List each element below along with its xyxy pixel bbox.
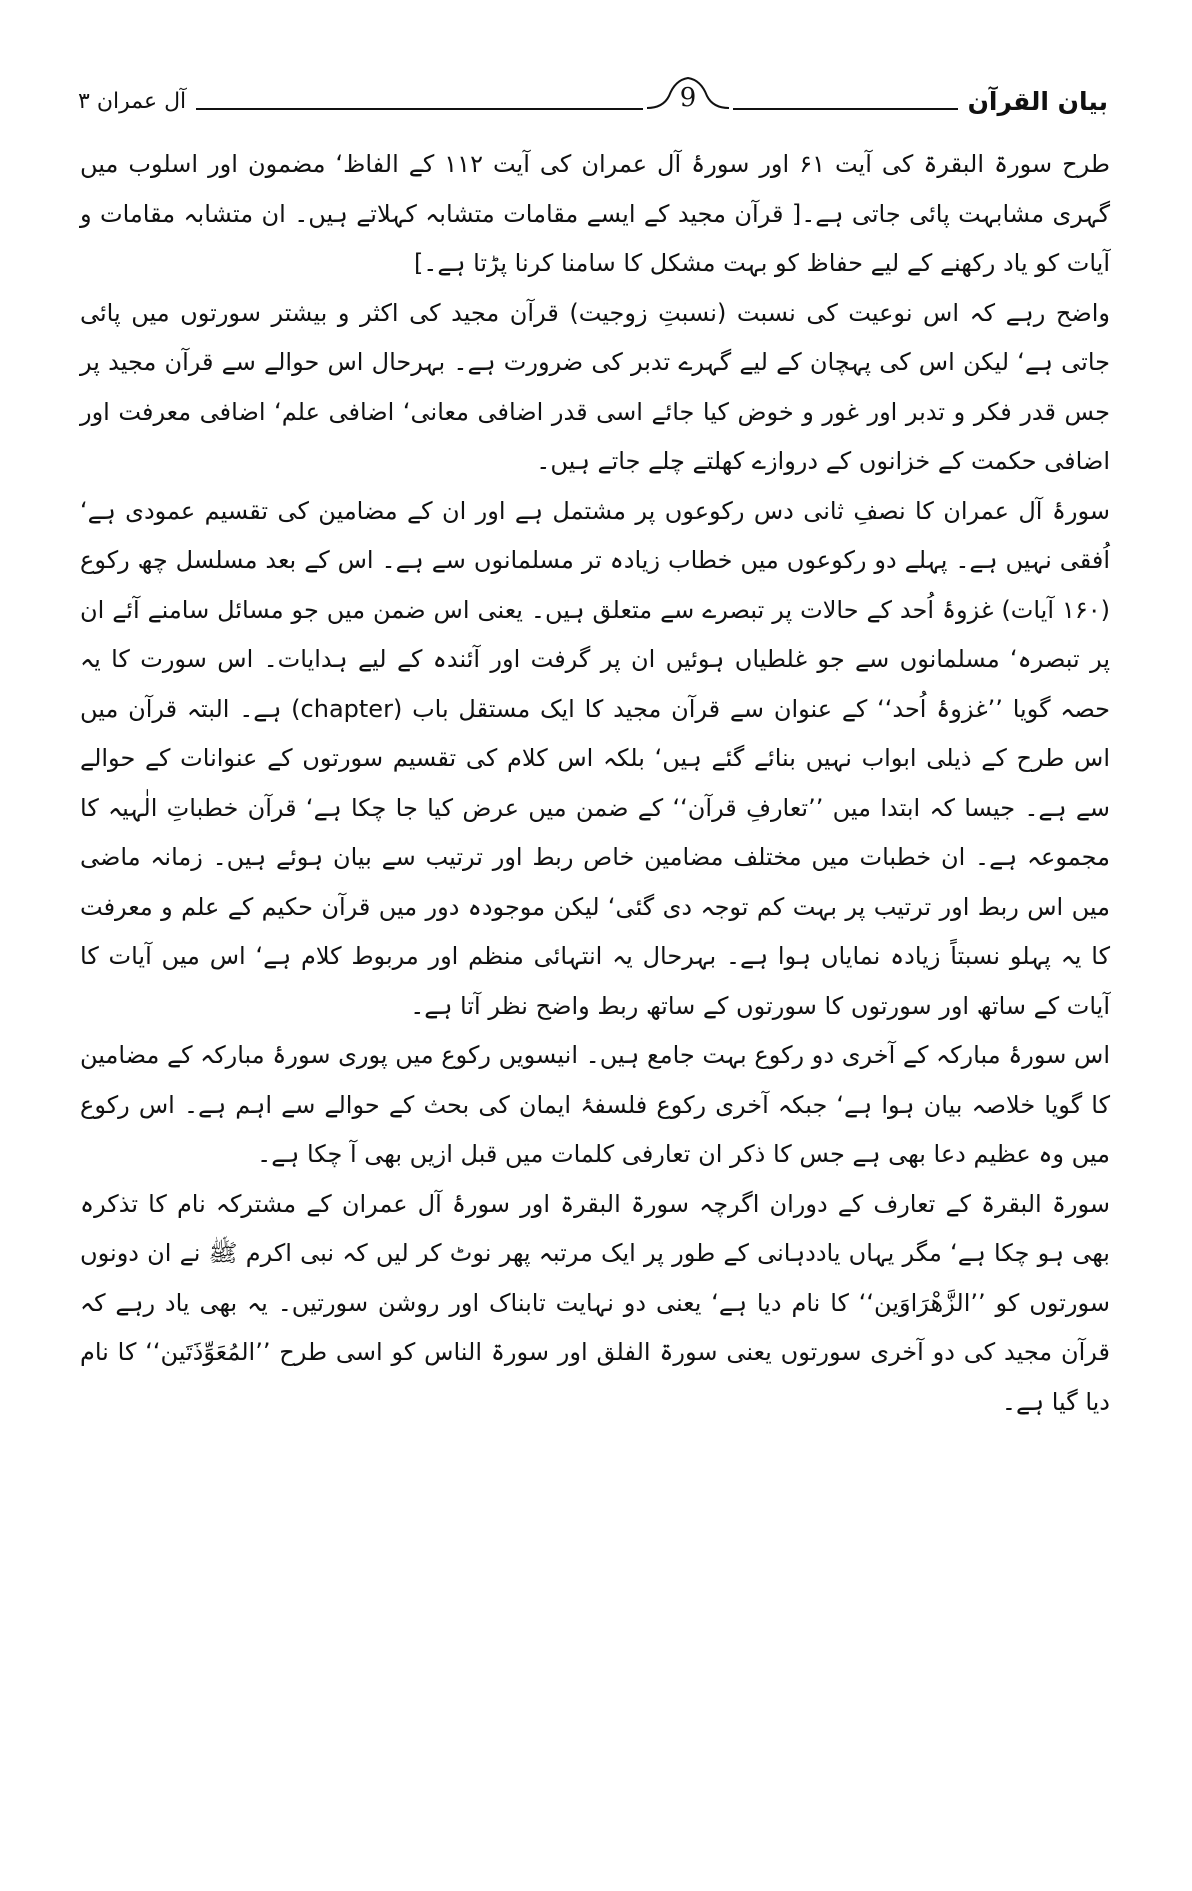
paragraph: اس سورۂ مبارکہ کے آخری دو رکوع بہت جامع ہیں۔ انیسویں رکوع میں پوری سورۂ مبارکہ کے مضامین کا گویا خلاصہ بیان ہوا ہے‘ جبکہ آخری رکوع فلسفۂ ایمان کی بحث کے حوالے سے اہم ہے۔ اس رکوع میں وہ عظیم دعا بھی ہے جس کا ذکر ان تعارفی کلمات میں قبل ازیں بھی آ چکا ہے۔ xyxy=(80,1041,1110,1168)
paragraph: سورۂ آل عمران کا نصفِ ثانی دس رکوعوں پر مشتمل ہے اور ان کے مضامین کی تقسیم عمودی ہے‘ اُفقی نہیں ہے۔ پہلے دو رکوعوں میں خطاب زیادہ تر مسلمانوں سے ہے۔ اس کے بعد مسلسل چھ رکوع (۱۶۰ آیات) غزوۂ اُحد کے حالات پر تبصرے سے متعلق ہیں۔ یعنی اس ضمن میں جو مسائل سامنے آئے ان پر تبصرہ‘ مسلمانوں سے جو غلطیاں ہوئیں ان پر گرفت اور آئندہ کے لیے ہدایات۔ اس سورت کا یہ حصہ گویا ’’غزوۂ اُحد‘‘ کے عنوان سے قرآن مجید کا ایک مستقل باب (chapter) ہے۔ البتہ قرآن میں اس طرح کے ذیلی ابواب نہیں بنائے گئے ہیں‘ بلکہ اس کلام کی تقسیم سورتوں کے عنوانات کے حوالے سے ہے۔ جیسا کہ ابتدا میں ’’تعارفِ قرآن‘‘ کے ضمن میں عرض کیا جا چکا ہے‘ قرآن خطباتِ الٰہیہ کا مجموعہ ہے۔ ان خطبات میں مختلف مضامین خاص ربط اور ترتیب سے بیان ہوئے ہیں۔ زمانہ ماضی میں اس ربط اور ترتیب پر بہت کم توجہ دی گئی‘ لیکن موجودہ دور میں قرآن حکیم کے علم و معرفت کا یہ پہلو نسبتاً زیادہ نمایاں ہوا ہے۔ بہرحال یہ انتہائی منظم اور مربوط کلام ہے‘ اس میں آیات کا آیات کے ساتھ اور سورتوں کا سورتوں کے ساتھ ربط واضح نظر آتا ہے۔ xyxy=(80,496,1111,1020)
surah-label: آل عمران ۳ xyxy=(68,86,196,118)
book-title: بیان القرآن xyxy=(958,86,1118,118)
page-number xyxy=(643,78,733,118)
body-text xyxy=(80,140,1110,1427)
paragraph: سورۃ البقرۃ کے تعارف کے دوران اگرچہ سورۃ البقرۃ اور سورۂ آل عمران کے مشترکہ نام کا تذکرہ بھی ہو چکا ہے‘ مگر یہاں یاددہانی کے طور پر ایک مرتبہ پھر نوٹ کر لیں کہ نبی اکرم ﷺ نے ان دونوں سورتوں کو ’’الزَّھْرَاوَین‘‘ کا نام دیا ہے‘ یعنی دو نہایت تابناک اور روشن سورتیں۔ یہ بھی یاد رہے کہ قرآن مجید کی دو آخری سورتوں یعنی سورۃ الفلق اور سورۃ الناس کو اسی طرح ’’المُعَوِّذَتَین‘‘ کا نام دیا گیا ہے۔ xyxy=(80,1189,1110,1416)
running-header xyxy=(68,78,1118,126)
paragraph: طرح سورۃ البقرۃ کی آیت ۶۱ اور سورۂ آل عمران کی آیت ۱۱۲ کے الفاظ‘ مضمون اور اسلوب میں گہری مشابہت پائی جاتی ہے۔[ قرآن مجید کے ایسے مقامات متشابہ کہلاتے ہیں۔ ان متشابہ مقامات و آیات کو یاد رکھنے کے لیے حفاظ کو بہت مشکل کا سامنا کرنا پڑتا ہے۔] xyxy=(80,150,1111,277)
page-number-text: 9 xyxy=(679,83,697,113)
paragraph: واضح رہے کہ اس نوعیت کی نسبت (نسبتِ زوجیت) قرآن مجید کی اکثر و بیشتر سورتوں میں پائی جاتی ہے‘ لیکن اس کی پہچان کے لیے گہرے تدبر کی ضرورت ہے۔ بہرحال اس حوالے سے قرآن مجید پر جس قدر فکر و تدبر اور غور و خوض کیا جائے اسی قدر اضافی معانی‘ اضافی علم‘ اضافی معرفت اور اضافی حکمت کے خزانوں کے دروازے کھلتے چلے جاتے ہیں۔ xyxy=(80,298,1110,475)
